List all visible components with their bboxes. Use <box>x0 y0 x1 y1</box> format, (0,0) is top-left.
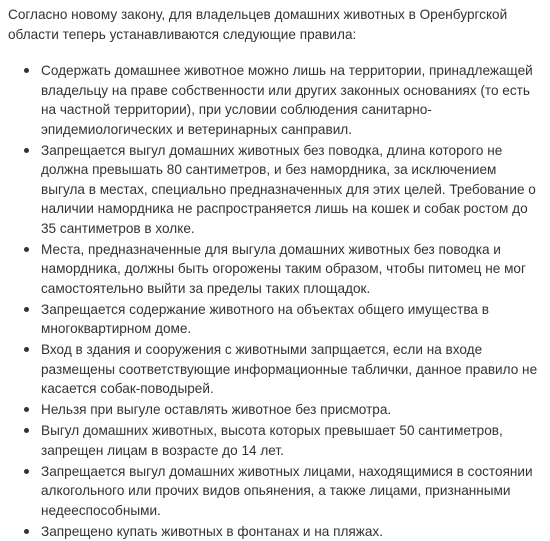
bullet-icon <box>24 407 29 412</box>
bullet-icon <box>24 68 29 73</box>
list-item-text: Места, предназначенные для выгула домашних животных без поводка и намордника, должны быть огорожены таким образом, чтобы питомец не мог самостоятельно выйти за пределы таких площадок. <box>41 240 541 299</box>
list-item-text: Запрещается выгул домашних животных без поводка, длина которого не должна превышать 80 сантиметров, и без намордника, за исключением выгула в местах, специально предназначенных для этих целей. Требование о наличии намордника не распространяется лишь на кошек и собак ростом до 35 сантиметров в холке. <box>41 141 541 239</box>
list-item-text: Нельзя при выгуле оставлять животное без присмотра. <box>41 400 541 420</box>
list-item <box>8 522 541 541</box>
list-item <box>8 300 541 339</box>
list-item-text: Запрещается содержание животного на объектах общего имущества в многоквартирном доме. <box>41 300 541 339</box>
list-item <box>8 61 541 139</box>
bullet-icon <box>24 469 29 474</box>
rules-list <box>8 61 550 541</box>
list-item <box>8 462 541 521</box>
list-item-text: Выгул домашних животных, высота которых превышает 50 сантиметров, запрещен лицам в возрасте до 14 лет. <box>41 421 541 460</box>
bullet-icon <box>24 148 29 153</box>
list-item <box>8 400 541 420</box>
list-item-text: Вход в здания и сооружения с животными запрщается, если на входе размещены соответствующие информационные таблички, данное правило не касается собак-поводырей. <box>41 340 541 399</box>
intro-paragraph: Согласно новому закону, для владельцев домашних животных в Оренбургской области теперь устанавливаются следующие правила: <box>8 5 538 45</box>
list-item <box>8 421 541 460</box>
bullet-icon <box>24 247 29 252</box>
list-item <box>8 141 541 239</box>
list-item-text: Запрещено купать животных в фонтанах и на пляжах. <box>41 522 541 541</box>
list-item-text: Содержать домашнее животное можно лишь на территории, принадлежащей владельцу на праве собственности или других законных основаниях (то есть на частной территории), при условии соблюдения санитарно-эпидемиологических и ветеринарных санправил. <box>41 61 541 139</box>
bullet-icon <box>24 428 29 433</box>
bullet-icon <box>24 307 29 312</box>
list-item <box>8 240 541 299</box>
bullet-icon <box>24 529 29 534</box>
list-item <box>8 340 541 399</box>
bullet-icon <box>24 347 29 352</box>
list-item-text: Запрещается выгул домашних животных лицами, находящимися в состоянии алкогольного или прочих видов опьянения, а также лицами, признанными недееспособными. <box>41 462 541 521</box>
